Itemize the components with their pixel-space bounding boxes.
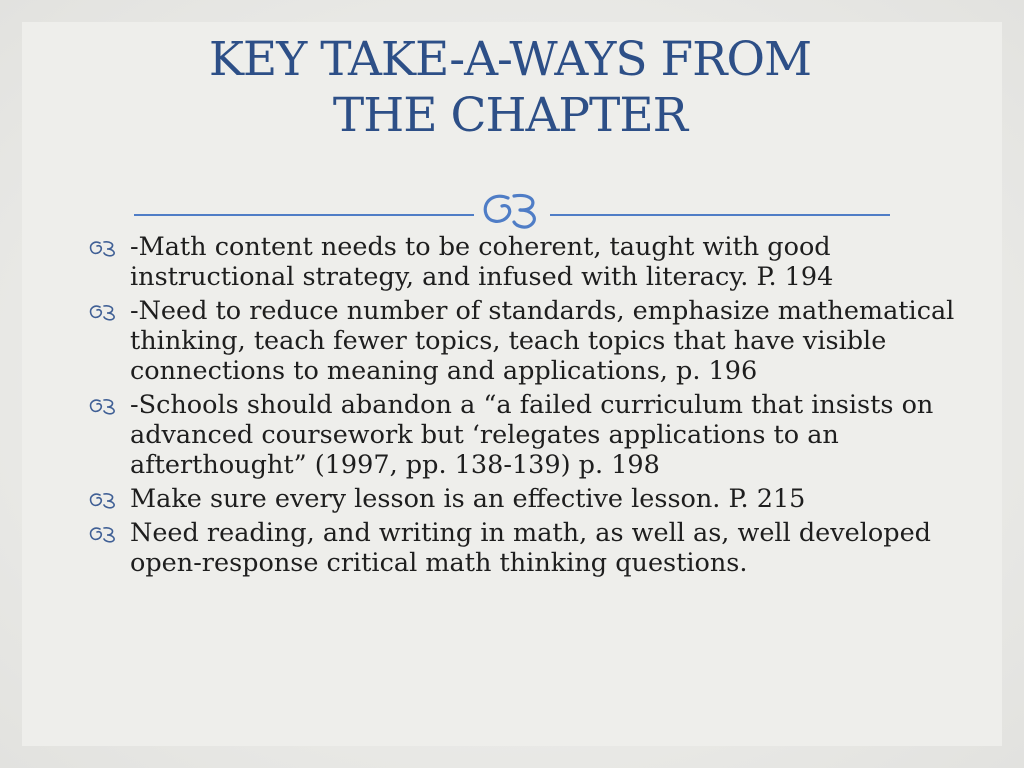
flourish-bullet-icon	[86, 302, 120, 322]
list-item	[86, 518, 966, 578]
slide-title	[130, 32, 890, 144]
bullet-text: Need reading, and writing in math, as well as, well developed open-response critical math thinking questions.	[130, 518, 931, 578]
flourish-bullet-icon	[86, 396, 120, 416]
divider-line-left	[134, 214, 474, 216]
list-item	[86, 296, 966, 386]
bullet-text: Make sure every lesson is an effective lesson. P. 215	[130, 484, 806, 514]
list-item	[86, 484, 966, 514]
bullet-text: -Need to reduce number of standards, emphasize mathematical thinking, teach fewer topics, teach topics that have visible connections to meaning and applications, p. 196	[130, 296, 955, 386]
flourish-bullet-icon	[86, 490, 120, 510]
flourish-icon	[474, 188, 550, 232]
title-line-1: KEY TAKE-A-WAYS FROM	[208, 32, 812, 87]
title-line-2: THE CHAPTER	[332, 88, 688, 143]
bullet-list	[86, 232, 966, 582]
flourish-bullet-icon	[86, 524, 120, 544]
list-item	[86, 390, 966, 480]
bullet-text: -Math content needs to be coherent, taught with good instructional strategy, and infused with literacy. P. 194	[130, 232, 834, 292]
list-item	[86, 232, 966, 292]
bullet-text: -Schools should abandon a “a failed curriculum that insists on advanced coursework but ‘relegates applications to an afterthought” (1997, pp. 138-139) p. 198	[130, 390, 934, 480]
divider-line-right	[550, 214, 890, 216]
flourish-bullet-icon	[86, 238, 120, 258]
